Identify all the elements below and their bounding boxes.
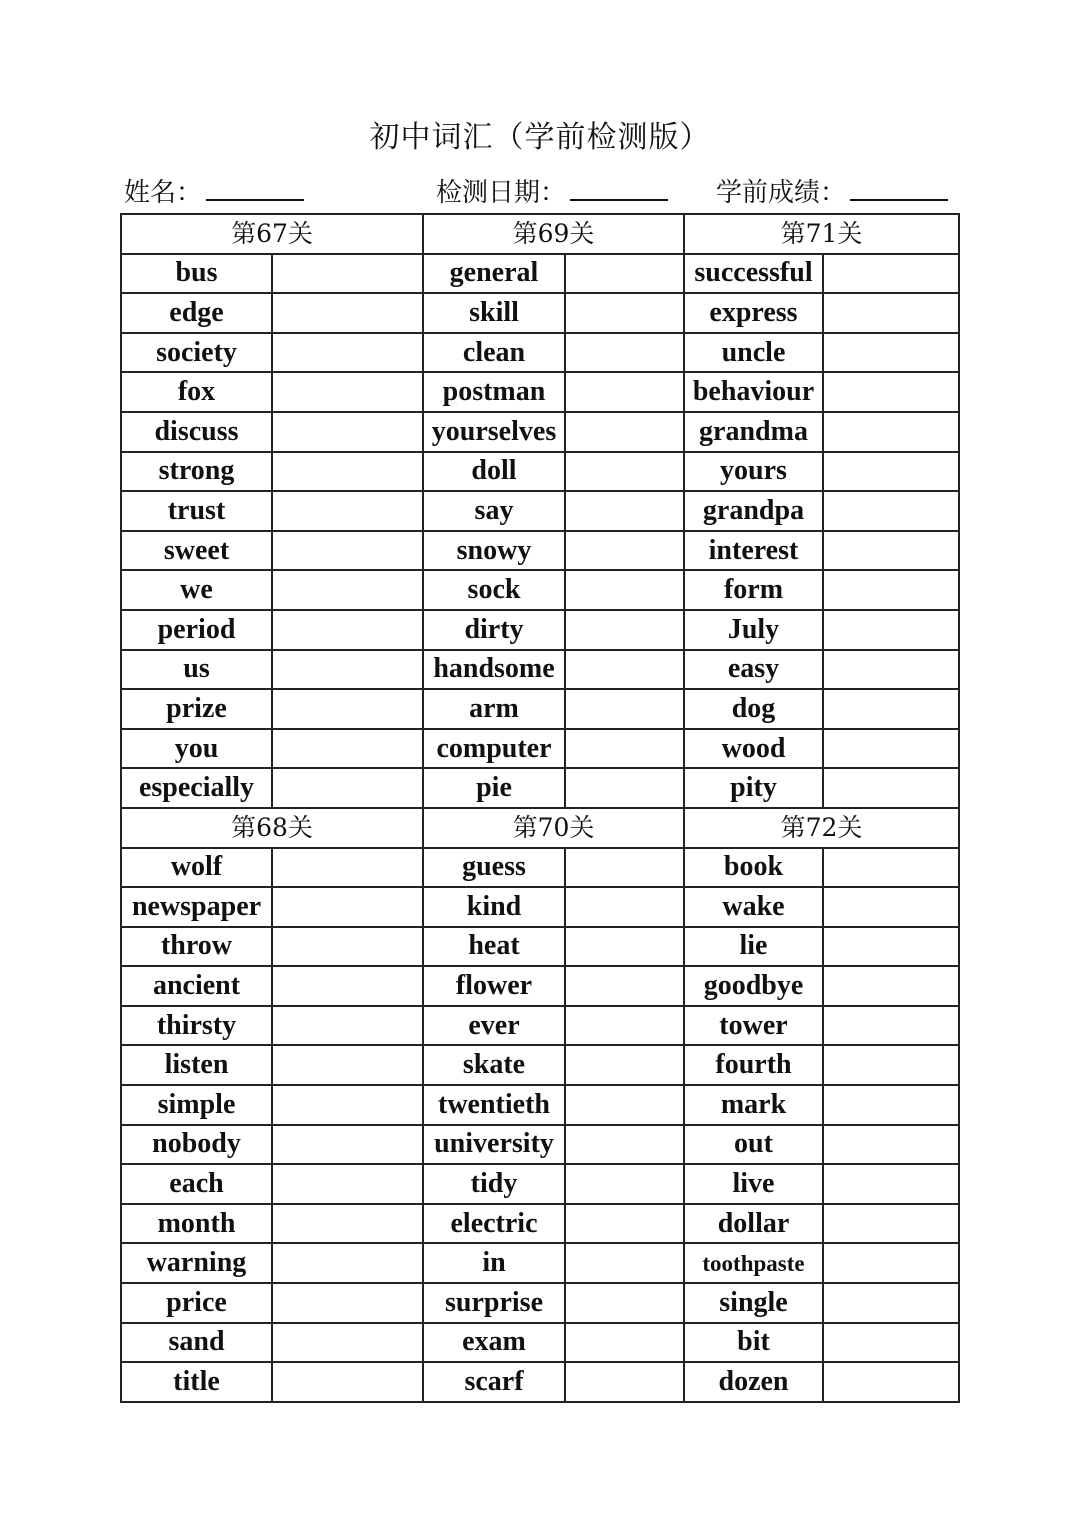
- word-cell: July: [684, 610, 823, 650]
- word-cell: electric: [423, 1204, 565, 1244]
- word-cell: nobody: [121, 1125, 272, 1165]
- answer-cell[interactable]: [272, 689, 423, 729]
- word-cell: fourth: [684, 1045, 823, 1085]
- word-cell: handsome: [423, 650, 565, 690]
- date-label: 检测日期：: [436, 178, 567, 208]
- table-row: [121, 650, 959, 690]
- table-row: [121, 610, 959, 650]
- word-cell: arm: [423, 689, 565, 729]
- answer-cell[interactable]: [272, 1045, 423, 1085]
- word-cell: snowy: [423, 531, 565, 571]
- answer-cell[interactable]: [823, 1006, 959, 1046]
- word-cell: wake: [684, 887, 823, 927]
- word-cell: listen: [121, 1045, 272, 1085]
- word-cell: grandma: [684, 412, 823, 452]
- answer-cell[interactable]: [272, 531, 423, 571]
- table-row: [121, 1006, 959, 1046]
- word-cell: fox: [121, 372, 272, 412]
- word-cell: tower: [684, 1006, 823, 1046]
- table-row: [121, 848, 959, 888]
- word-cell: prize: [121, 689, 272, 729]
- answer-cell[interactable]: [272, 372, 423, 412]
- word-cell: month: [121, 1204, 272, 1244]
- answer-cell[interactable]: [272, 610, 423, 650]
- table-row: [121, 1085, 959, 1125]
- word-cell: surprise: [423, 1283, 565, 1323]
- word-cell: tidy: [423, 1164, 565, 1204]
- answer-cell[interactable]: [823, 1164, 959, 1204]
- word-cell: single: [684, 1283, 823, 1323]
- table-row: [121, 452, 959, 492]
- vocab-table: [120, 213, 960, 1403]
- table-row: [121, 254, 959, 294]
- answer-cell[interactable]: [272, 1006, 423, 1046]
- answer-cell[interactable]: [823, 293, 959, 333]
- answer-cell[interactable]: [823, 254, 959, 294]
- word-cell: book: [684, 848, 823, 888]
- answer-cell[interactable]: [565, 1204, 684, 1244]
- answer-cell[interactable]: [565, 491, 684, 531]
- answer-cell[interactable]: [565, 1085, 684, 1125]
- answer-cell[interactable]: [823, 1125, 959, 1165]
- answer-cell[interactable]: [272, 887, 423, 927]
- word-cell: you: [121, 729, 272, 769]
- word-cell: goodbye: [684, 966, 823, 1006]
- table-row: [121, 1243, 959, 1283]
- table-row: [121, 1125, 959, 1165]
- answer-cell[interactable]: [823, 1283, 959, 1323]
- answer-cell[interactable]: [823, 1204, 959, 1244]
- word-cell: title: [121, 1362, 272, 1402]
- answer-cell[interactable]: [565, 1283, 684, 1323]
- answer-cell[interactable]: [272, 927, 423, 967]
- table-row: [121, 333, 959, 373]
- table-row: [121, 729, 959, 769]
- word-cell: wolf: [121, 848, 272, 888]
- answer-cell[interactable]: [565, 1164, 684, 1204]
- name-field: [124, 172, 304, 212]
- word-cell: exam: [423, 1323, 565, 1363]
- score-blank[interactable]: [850, 173, 948, 201]
- word-cell: out: [684, 1125, 823, 1165]
- page-title: 初中词汇（学前检测版）: [369, 120, 711, 155]
- word-cell: dog: [684, 689, 823, 729]
- word-cell: skate: [423, 1045, 565, 1085]
- word-cell: throw: [121, 927, 272, 967]
- answer-cell[interactable]: [565, 1125, 684, 1165]
- answer-cell[interactable]: [565, 1243, 684, 1283]
- answer-cell[interactable]: [565, 729, 684, 769]
- word-cell: grandpa: [684, 491, 823, 531]
- table-row: [121, 689, 959, 729]
- answer-cell[interactable]: [823, 927, 959, 967]
- word-cell: society: [121, 333, 272, 373]
- word-cell: skill: [423, 293, 565, 333]
- answer-cell[interactable]: [565, 848, 684, 888]
- word-cell: ever: [423, 1006, 565, 1046]
- answer-cell[interactable]: [272, 254, 423, 294]
- word-cell: heat: [423, 927, 565, 967]
- word-cell: in: [423, 1243, 565, 1283]
- answer-cell[interactable]: [272, 1204, 423, 1244]
- answer-cell[interactable]: [823, 610, 959, 650]
- answer-cell[interactable]: [823, 1323, 959, 1363]
- word-cell: express: [684, 293, 823, 333]
- answer-cell[interactable]: [823, 412, 959, 452]
- table-row: [121, 491, 959, 531]
- table-row: [121, 412, 959, 452]
- word-cell: we: [121, 570, 272, 610]
- answer-cell[interactable]: [823, 372, 959, 412]
- word-cell: toothpaste: [684, 1243, 823, 1283]
- word-cell: sand: [121, 1323, 272, 1363]
- score-label: 学前成绩：: [716, 178, 847, 208]
- name-blank[interactable]: [206, 173, 304, 201]
- table-row: [121, 927, 959, 967]
- answer-cell[interactable]: [823, 729, 959, 769]
- word-cell: yourselves: [423, 412, 565, 452]
- answer-cell[interactable]: [565, 372, 684, 412]
- answer-cell[interactable]: [565, 452, 684, 492]
- table-row: [121, 531, 959, 571]
- table-row: [121, 1283, 959, 1323]
- answer-cell[interactable]: [272, 1164, 423, 1204]
- date-blank[interactable]: [570, 173, 668, 201]
- word-cell: yours: [684, 452, 823, 492]
- word-cell: period: [121, 610, 272, 650]
- word-cell: interest: [684, 531, 823, 571]
- answer-cell[interactable]: [565, 412, 684, 452]
- answer-cell[interactable]: [823, 1362, 959, 1402]
- table-row: [121, 293, 959, 333]
- word-cell: discuss: [121, 412, 272, 452]
- answer-cell[interactable]: [272, 1323, 423, 1363]
- level-header: 第68关: [121, 808, 423, 848]
- answer-cell[interactable]: [823, 848, 959, 888]
- answer-cell[interactable]: [565, 570, 684, 610]
- name-label: 姓名：: [124, 178, 203, 208]
- answer-cell[interactable]: [272, 452, 423, 492]
- word-cell: wood: [684, 729, 823, 769]
- word-cell: clean: [423, 333, 565, 373]
- level-header: 第70关: [423, 808, 684, 848]
- word-cell: kind: [423, 887, 565, 927]
- answer-cell[interactable]: [272, 293, 423, 333]
- table-row: [121, 1164, 959, 1204]
- answer-cell[interactable]: [272, 1362, 423, 1402]
- word-cell: edge: [121, 293, 272, 333]
- answer-cell[interactable]: [565, 293, 684, 333]
- word-cell: form: [684, 570, 823, 610]
- word-cell: simple: [121, 1085, 272, 1125]
- word-cell: strong: [121, 452, 272, 492]
- word-cell: doll: [423, 452, 565, 492]
- table-row: [121, 1362, 959, 1402]
- answer-cell[interactable]: [565, 927, 684, 967]
- word-cell: flower: [423, 966, 565, 1006]
- answer-cell[interactable]: [565, 887, 684, 927]
- answer-cell[interactable]: [272, 491, 423, 531]
- word-cell: ancient: [121, 966, 272, 1006]
- table-row: [121, 887, 959, 927]
- answer-cell[interactable]: [565, 333, 684, 373]
- word-cell: us: [121, 650, 272, 690]
- answer-cell[interactable]: [272, 570, 423, 610]
- level-header: 第69关: [423, 214, 684, 254]
- word-cell: say: [423, 491, 565, 531]
- word-cell: university: [423, 1125, 565, 1165]
- answer-cell[interactable]: [272, 1125, 423, 1165]
- word-cell: dirty: [423, 610, 565, 650]
- answer-cell[interactable]: [823, 1243, 959, 1283]
- score-field: [716, 172, 948, 212]
- word-cell: pie: [423, 768, 565, 808]
- level-header: 第71关: [684, 214, 959, 254]
- answer-cell[interactable]: [565, 650, 684, 690]
- answer-cell[interactable]: [272, 1243, 423, 1283]
- word-cell: general: [423, 254, 565, 294]
- word-cell: computer: [423, 729, 565, 769]
- answer-cell[interactable]: [565, 610, 684, 650]
- word-cell: twentieth: [423, 1085, 565, 1125]
- answer-cell[interactable]: [823, 768, 959, 808]
- answer-cell[interactable]: [823, 570, 959, 610]
- answer-cell[interactable]: [565, 1362, 684, 1402]
- word-cell: scarf: [423, 1362, 565, 1402]
- answer-cell[interactable]: [272, 768, 423, 808]
- level-header: 第72关: [684, 808, 959, 848]
- word-cell: warning: [121, 1243, 272, 1283]
- word-cell: especially: [121, 768, 272, 808]
- answer-cell[interactable]: [823, 1045, 959, 1085]
- word-cell: bus: [121, 254, 272, 294]
- word-cell: newspaper: [121, 887, 272, 927]
- answer-cell[interactable]: [565, 254, 684, 294]
- section-header-row: [121, 214, 959, 254]
- word-cell: behaviour: [684, 372, 823, 412]
- table-row: [121, 1045, 959, 1085]
- word-cell: mark: [684, 1085, 823, 1125]
- answer-cell[interactable]: [565, 1006, 684, 1046]
- answer-cell[interactable]: [565, 768, 684, 808]
- answer-cell[interactable]: [565, 1323, 684, 1363]
- date-field: [436, 172, 668, 212]
- word-cell: easy: [684, 650, 823, 690]
- word-cell: lie: [684, 927, 823, 967]
- answer-cell[interactable]: [823, 452, 959, 492]
- word-cell: successful: [684, 254, 823, 294]
- table-row: [121, 570, 959, 610]
- answer-cell[interactable]: [565, 1045, 684, 1085]
- word-cell: guess: [423, 848, 565, 888]
- table-row: [121, 1323, 959, 1363]
- word-cell: dollar: [684, 1204, 823, 1244]
- word-cell: sock: [423, 570, 565, 610]
- answer-cell[interactable]: [272, 729, 423, 769]
- table-row: [121, 1204, 959, 1244]
- answer-cell[interactable]: [823, 966, 959, 1006]
- answer-cell[interactable]: [272, 333, 423, 373]
- word-cell: sweet: [121, 531, 272, 571]
- answer-cell[interactable]: [823, 531, 959, 571]
- answer-cell[interactable]: [272, 1085, 423, 1125]
- word-cell: bit: [684, 1323, 823, 1363]
- word-cell: postman: [423, 372, 565, 412]
- answer-cell[interactable]: [565, 689, 684, 729]
- answer-cell[interactable]: [823, 689, 959, 729]
- word-cell: each: [121, 1164, 272, 1204]
- word-cell: uncle: [684, 333, 823, 373]
- answer-cell[interactable]: [565, 966, 684, 1006]
- section-header-row: [121, 808, 959, 848]
- answer-cell[interactable]: [272, 966, 423, 1006]
- table-row: [121, 768, 959, 808]
- answer-cell[interactable]: [823, 887, 959, 927]
- answer-cell[interactable]: [272, 412, 423, 452]
- answer-cell[interactable]: [823, 491, 959, 531]
- table-row: [121, 966, 959, 1006]
- answer-cell[interactable]: [823, 650, 959, 690]
- answer-cell[interactable]: [272, 650, 423, 690]
- level-header: 第67关: [121, 214, 423, 254]
- answer-cell[interactable]: [823, 1085, 959, 1125]
- word-cell: pity: [684, 768, 823, 808]
- answer-cell[interactable]: [823, 333, 959, 373]
- word-cell: thirsty: [121, 1006, 272, 1046]
- answer-cell[interactable]: [272, 848, 423, 888]
- word-cell: dozen: [684, 1362, 823, 1402]
- word-cell: live: [684, 1164, 823, 1204]
- answer-cell[interactable]: [272, 1283, 423, 1323]
- table-row: [121, 372, 959, 412]
- answer-cell[interactable]: [565, 531, 684, 571]
- word-cell: trust: [121, 491, 272, 531]
- word-cell: price: [121, 1283, 272, 1323]
